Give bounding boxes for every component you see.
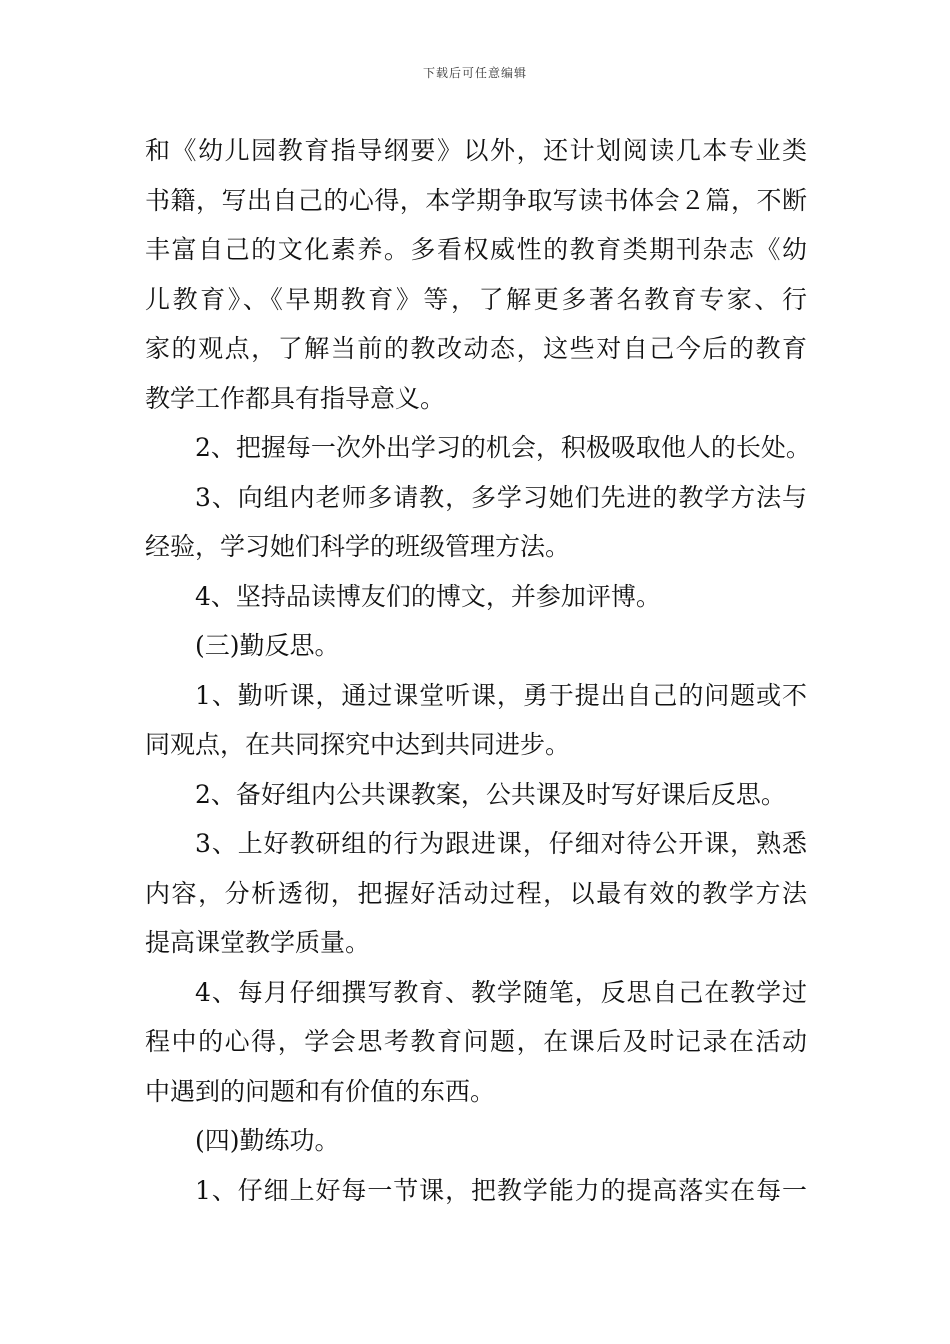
text-line: 4、每月仔细撰写教育、教学随笔，反思自己在教学过 (195, 977, 807, 1007)
text-line: 2、备好组内公共课教案，公共课及时写好课后反思。 (195, 779, 786, 809)
text-line: (四)勤练功。 (195, 1126, 340, 1155)
text-line: 书籍，写出自己的心得，本学期争取写读书体会２篇，不断 (145, 185, 807, 215)
document-body (145, 126, 811, 1215)
text-line: 内容，分析透彻，把握好活动过程，以最有效的教学方法 (145, 878, 807, 908)
text-line: 教学工作都具有指导意义。 (145, 383, 446, 413)
text-line: 3、向组内老师多请教，多学习她们先进的教学方法与 (195, 482, 807, 512)
text-line: 2、把握每一次外出学习的机会，积极吸取他人的长处。 (195, 433, 811, 462)
text-line: 提高课堂教学质量。 (145, 928, 371, 957)
text-line: (三)勤反思。 (195, 631, 340, 660)
text-line: 1、勤听课，通过课堂听课，勇于提出自己的问题或不 (195, 680, 807, 710)
text-line: 程中的心得，学会思考教育问题，在课后及时记录在活动 (145, 1027, 807, 1056)
text-line: 1、仔细上好每一节课，把教学能力的提高落实在每一 (195, 1175, 807, 1205)
text-line: 同观点，在共同探究中达到共同进步。 (145, 730, 571, 759)
text-line: 家的观点，了解当前的教改动态，这些对自己今后的教育 (145, 334, 807, 363)
page-header: 下载后可任意编辑 (422, 66, 527, 80)
text-line: 和《幼儿园教育指导纲要》以外，还计划阅读几本专业类 (145, 136, 807, 165)
text-line: 经验，学习她们科学的班级管理方法。 (145, 532, 571, 561)
text-line: 4、坚持品读博友们的博文，并参加评博。 (195, 581, 661, 611)
text-line: 中遇到的问题和有价值的东西。 (145, 1076, 496, 1106)
text-line: 儿教育》、《早期教育》等，了解更多著名教育专家、行 (145, 284, 807, 314)
text-line: 3、上好教研组的行为跟进课，仔细对待公开课，熟悉 (195, 829, 807, 858)
text-line: 丰富自己的文化素养。多看权威性的教育类期刊杂志《幼 (145, 235, 807, 264)
